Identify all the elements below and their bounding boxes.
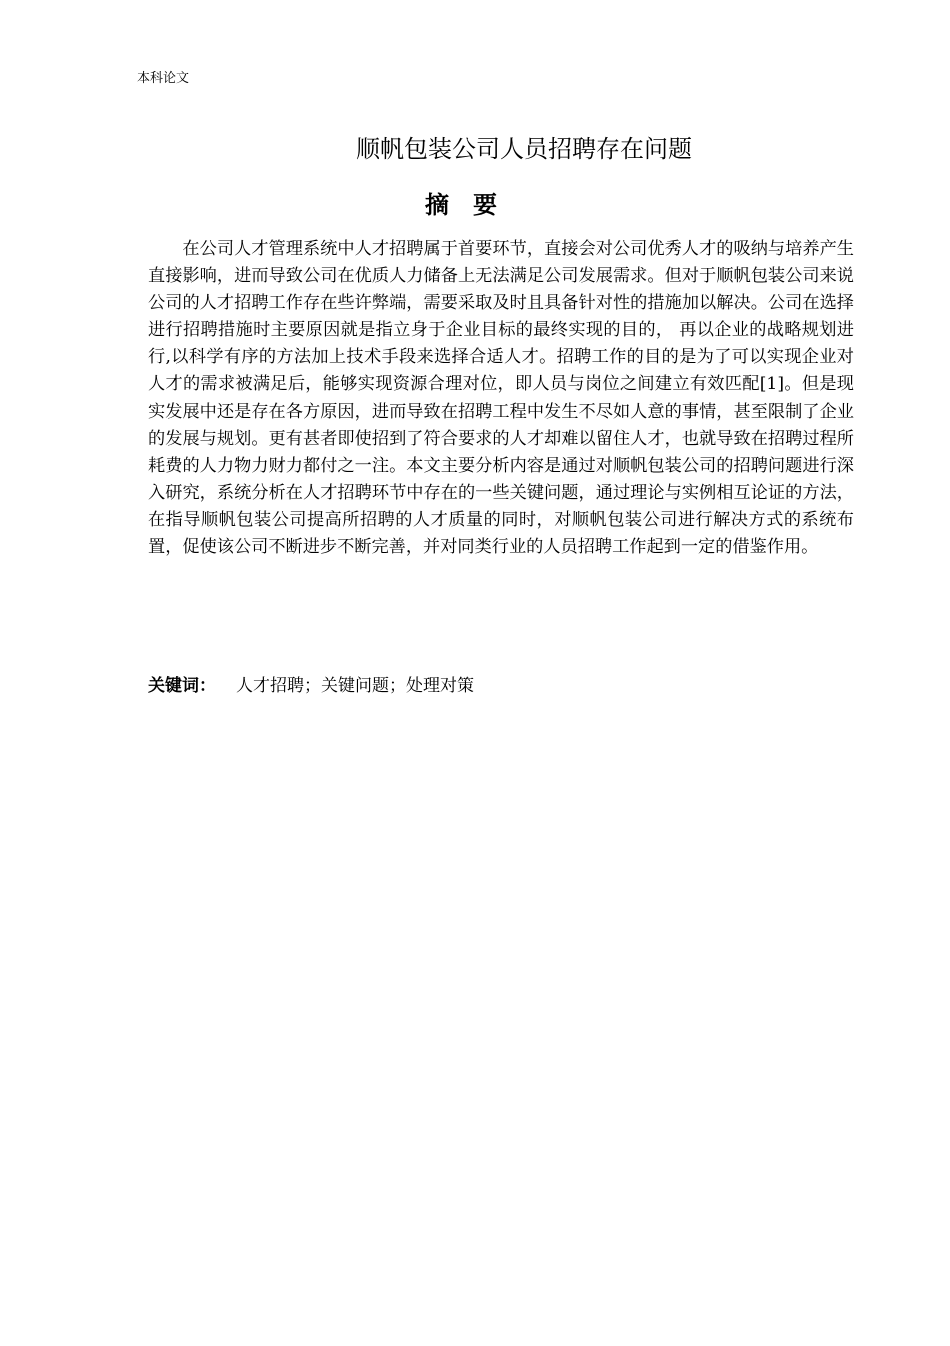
paper-title [140, 133, 908, 165]
abstract-body: 在公司人才管理系统中人才招聘属于首要环节，直接会对公司优秀人才的吸纳与培养产生直接影响，进而导致公司在优质人力储备上无法满足公司发展需求。但对于顺帆包装公司来说公司的人才招聘工作存在些许弊端，需要采取及时且具备针对性的措施加以解决。公司在选择进行招聘措施时主要原因就是指立身于企业目标的最终实现的目的， 再以企业的战略规划进行,以科学有序的方法加上技术手段来选择合适人才。招聘工作的目的是为了可以实现企业对人才的需求被满足后，能够实现资源合理对位，即人员与岗位之间建立有效匹配[1]。但是现实发展中还是存在各方原因，进而导致在招聘工程中发生不尽如人意的事情，甚至限制了企业的发展与规划。更有甚者即使招到了符合要求的人才却难以留住人才，也就导致在招聘过程所耗费的人力物力财力都付之一注。本文主要分析内容是通过对顺帆包装公司的招聘问题进行深入研究，系统分析在人才招聘环节中存在的一些关键问题，通过理论与实例相互论证的方法，在指导顺帆包装公司提高所招聘的人才质量的同时，对顺帆包装公司进行解决方式的系统布置，促使该公司不断进步不断完善，并对同类行业的人员招聘工作起到一定的借鉴作用。 [148, 239, 854, 558]
keywords-label: 关键词： [148, 676, 216, 696]
abstract-heading: 摘要 [425, 191, 521, 219]
document-type-label: 本科论文 [137, 71, 190, 86]
keywords-line [148, 673, 474, 700]
keywords-value: 人才招聘；关键问题；处理对策 [236, 676, 474, 696]
paper-title-text: 顺帆包装公司人员招聘存在问题 [356, 135, 692, 163]
